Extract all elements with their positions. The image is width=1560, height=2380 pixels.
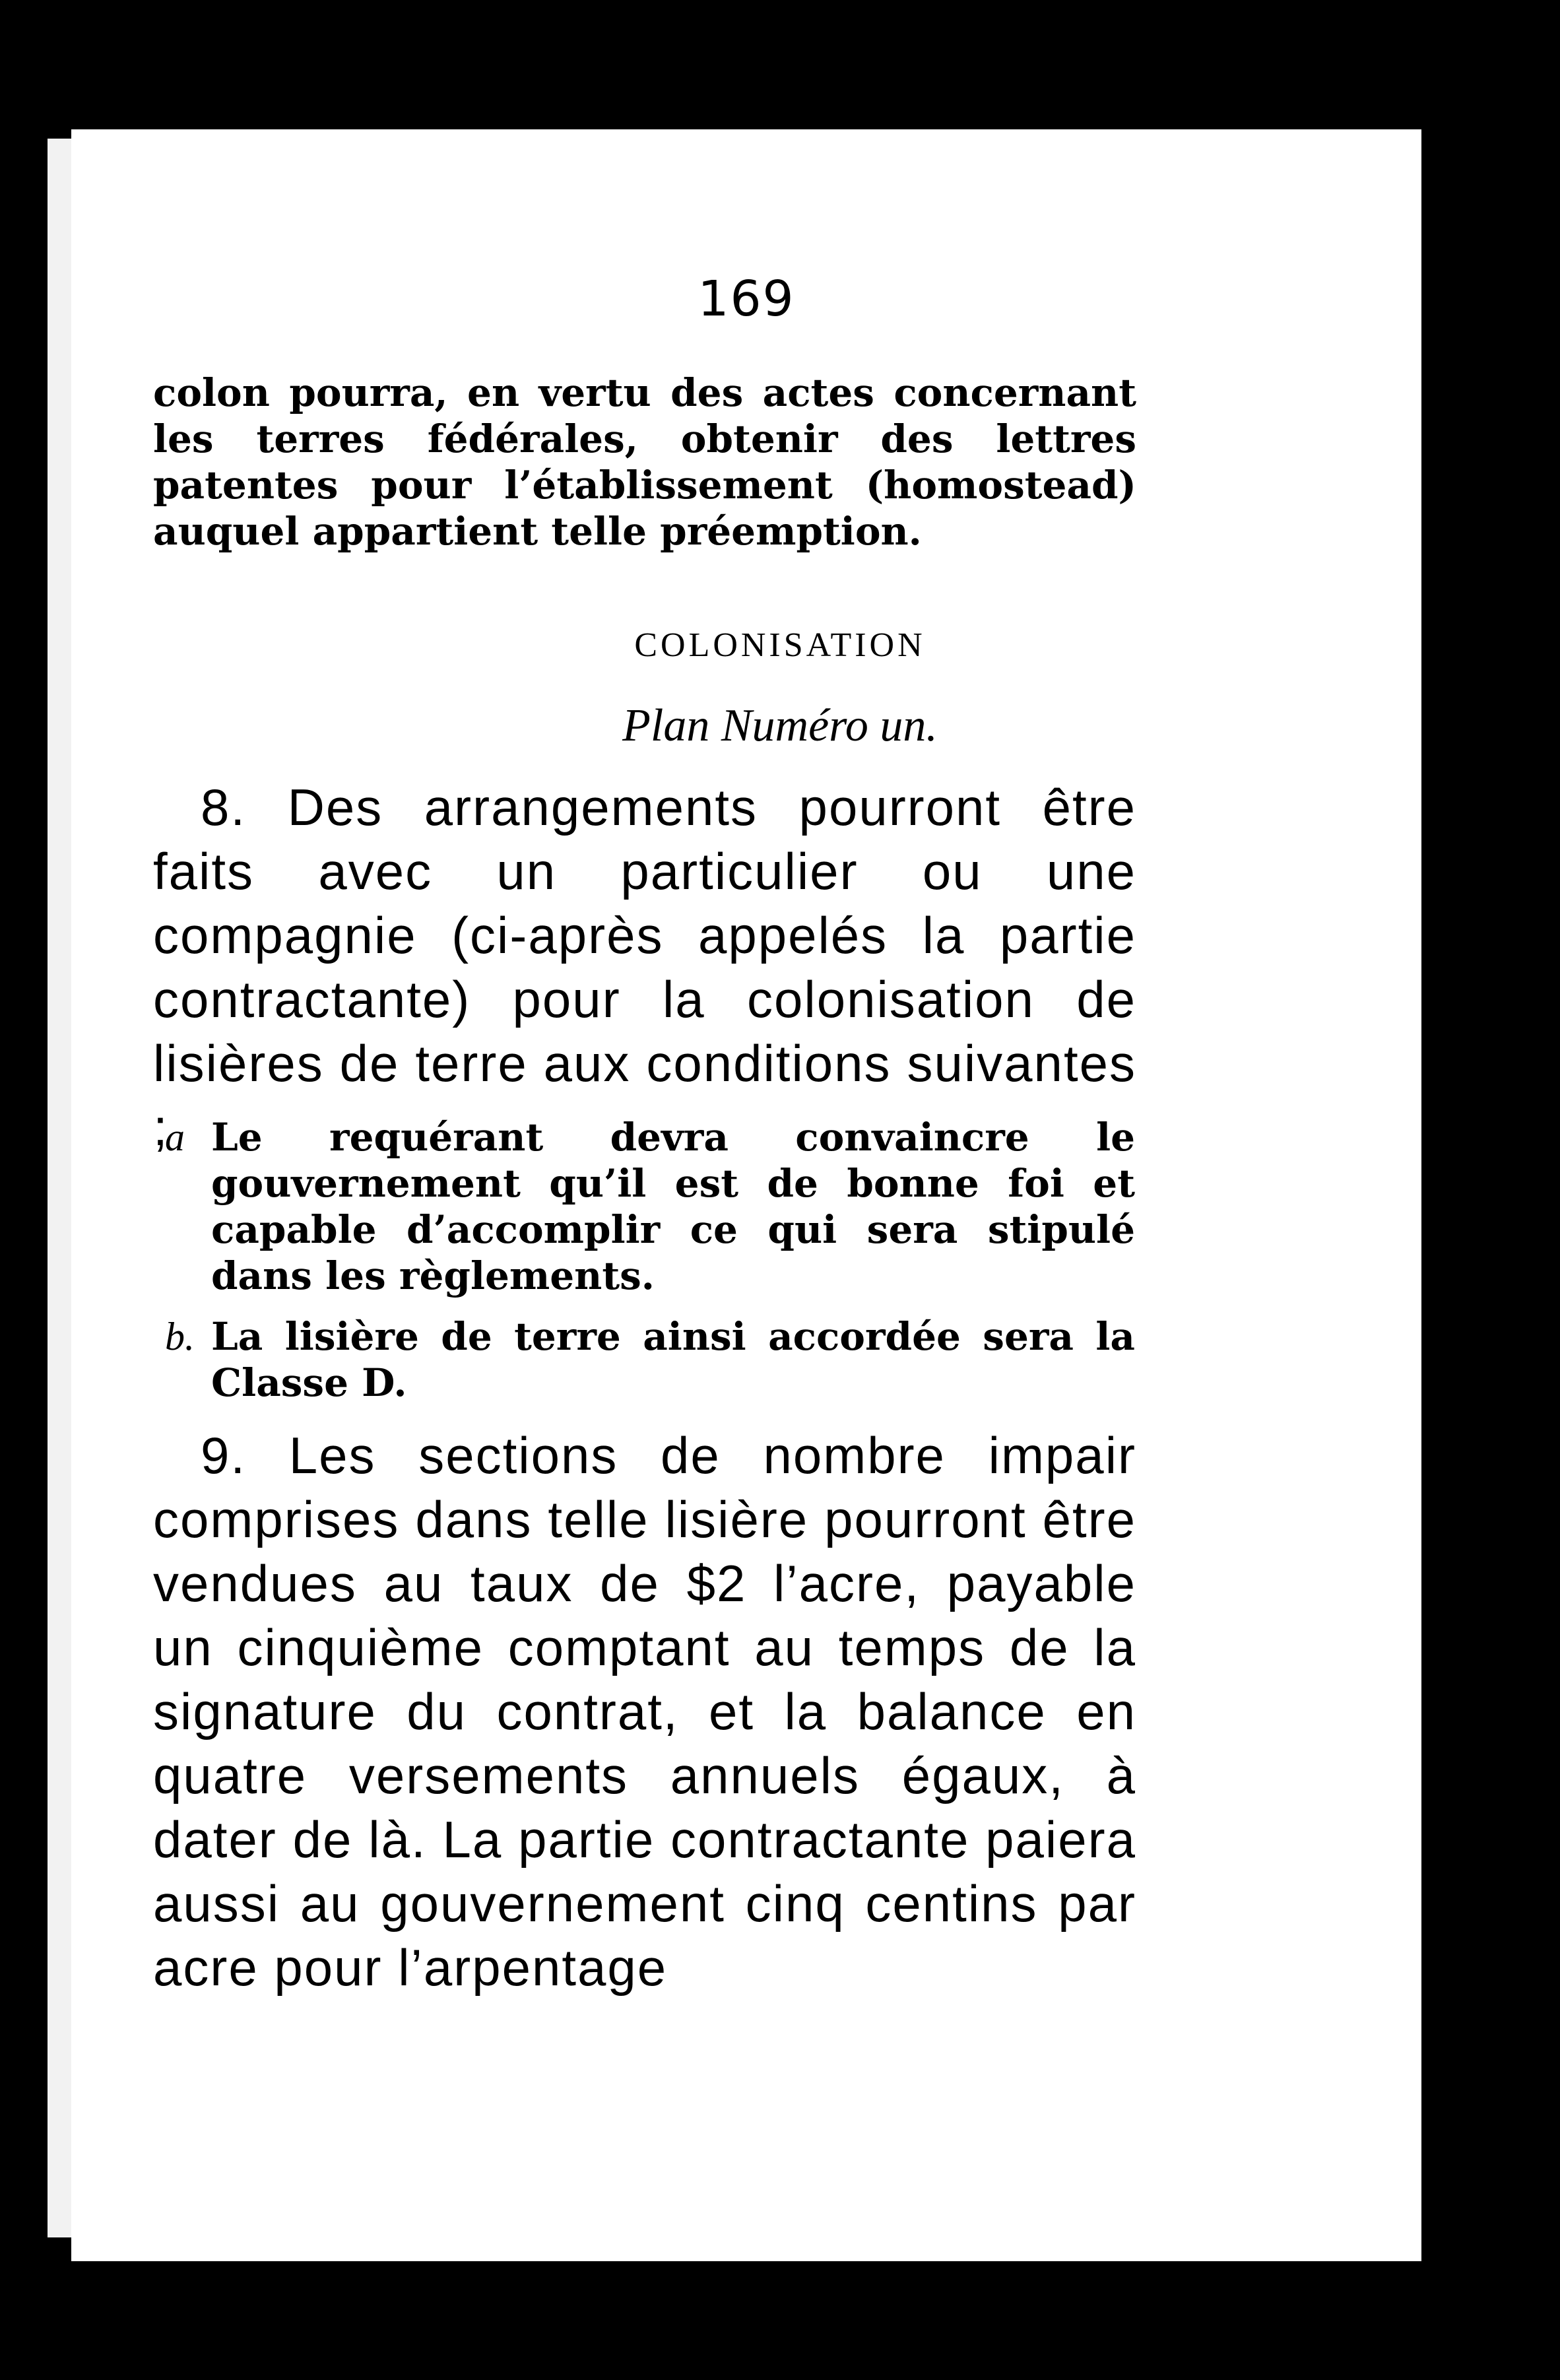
page-number: 169	[698, 271, 795, 327]
list-item-b	[165, 1313, 1135, 1406]
paragraph-9-text: 9. Les sections de nombre impair comprises dans telle lisière pourront être vendues au taux de $2 l’acre, payable un cinquième comptant au temps de la signature du contrat, et la balance en quatre versements annuels égaux, à dater de là. La partie contractante paiera aussi au gouvernement cinq centins par acre pour l’arpentage	[153, 1426, 1136, 1997]
section-subheading: Plan Numéro un.	[622, 700, 938, 751]
list-item-a-text: Le requérant devra convaincre le gouvernement qu’il est de bonne foi et capable d’accomplir ce qui sera stipulé dans les règlements.	[211, 1115, 1135, 1298]
list-item-b-text: La lisière de terre ainsi accordée sera la Classe D.	[211, 1314, 1135, 1405]
paragraph-8	[153, 776, 1136, 1160]
list-item-a	[165, 1114, 1135, 1299]
section-heading: COLONISATION	[634, 626, 926, 664]
paragraph-9	[153, 1424, 1136, 2000]
paragraph-8-text: 8. Des arrangements pourront être faits avec un particulier ou une compagnie (ci-après appelés la partie contractante) pour la colonisation de lisières de terre aux conditions suivantes ;	[153, 778, 1136, 1156]
page-edge	[48, 139, 71, 2237]
paragraph-continuation: colon pourra, en vertu des actes concernant les terres fédérales, obtenir des lettres patentes pour l’établissement (homostead) auquel appartient telle préemption.	[153, 370, 1136, 554]
list-marker-b: b.	[165, 1315, 195, 1358]
list-marker-a: a	[165, 1115, 185, 1159]
